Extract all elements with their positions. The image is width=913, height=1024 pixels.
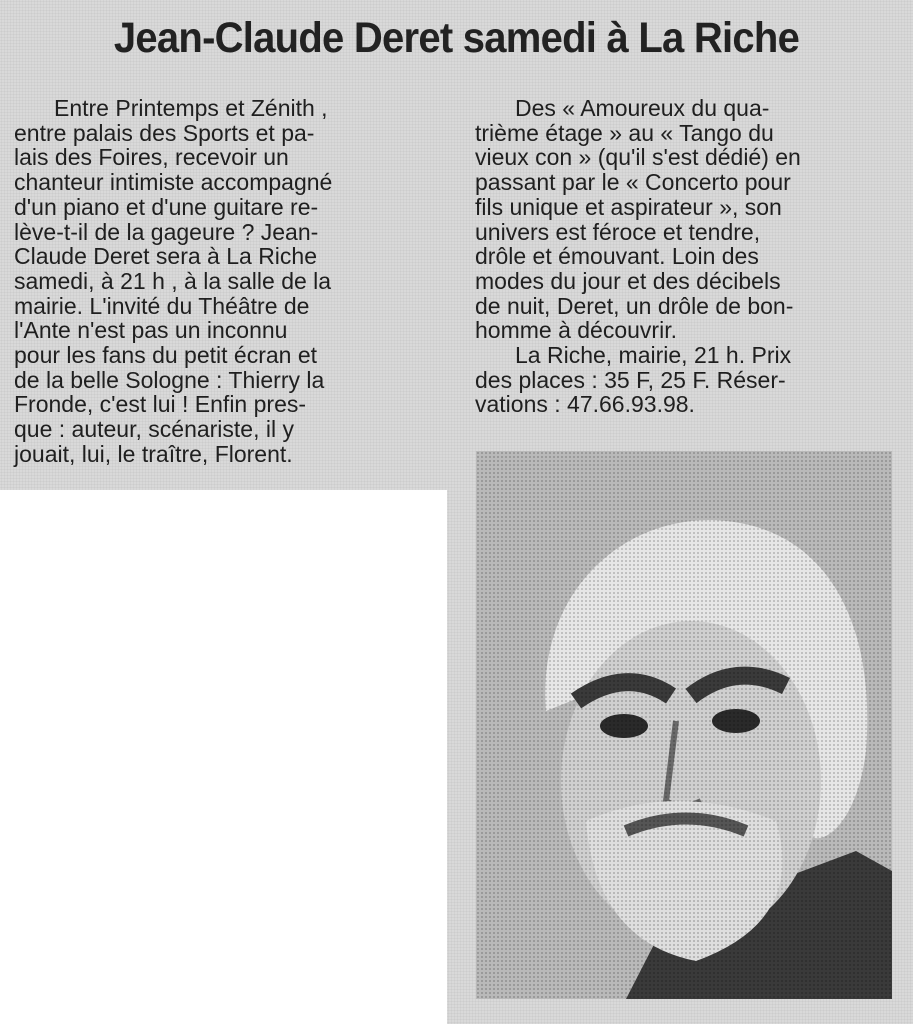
article-column-left-text: Entre Printemps et Zénith , entre palais des Sports et pa- lais des Foires, recevoir un chanteur intimiste accompagné d'un piano et d'une guitare re- lève-t-il de la gageure ? Jean- Claude Deret sera à La Riche samedi, à 21 h , à la salle de la mairie. L'invité du Théâtre de l'Ante n'est pas un inconnu pour les fans du petit écran et de la belle Sologne : Thierry la Fronde, c'est lui ! Enfin pres- que : auteur, scénariste, il y jouait, lui, le traître, Florent. [14, 95, 333, 467]
article-paragraph-1: Des « Amoureux du qua- trième étage » au « Tango du vieux con » (qu'il s'est dédié) en passant par le « Concerto pour fils unique et aspirateur », son univers est féroce et tendre, drôle et émouvant. Loin des modes du jour et des décibels de nuit, Deret, un drôle de bon- homme à découvrir. [475, 95, 801, 344]
article-column-left [14, 96, 432, 467]
portrait-photo [476, 451, 892, 999]
article-paragraph-2: La Riche, mairie, 21 h. Prix des places : 35 F, 25 F. Réser- vations : 47.66.93.98. [475, 342, 792, 418]
article-headline: Jean-Claude Deret samedi à La Riche [113, 14, 800, 62]
article-column-right [475, 96, 893, 417]
